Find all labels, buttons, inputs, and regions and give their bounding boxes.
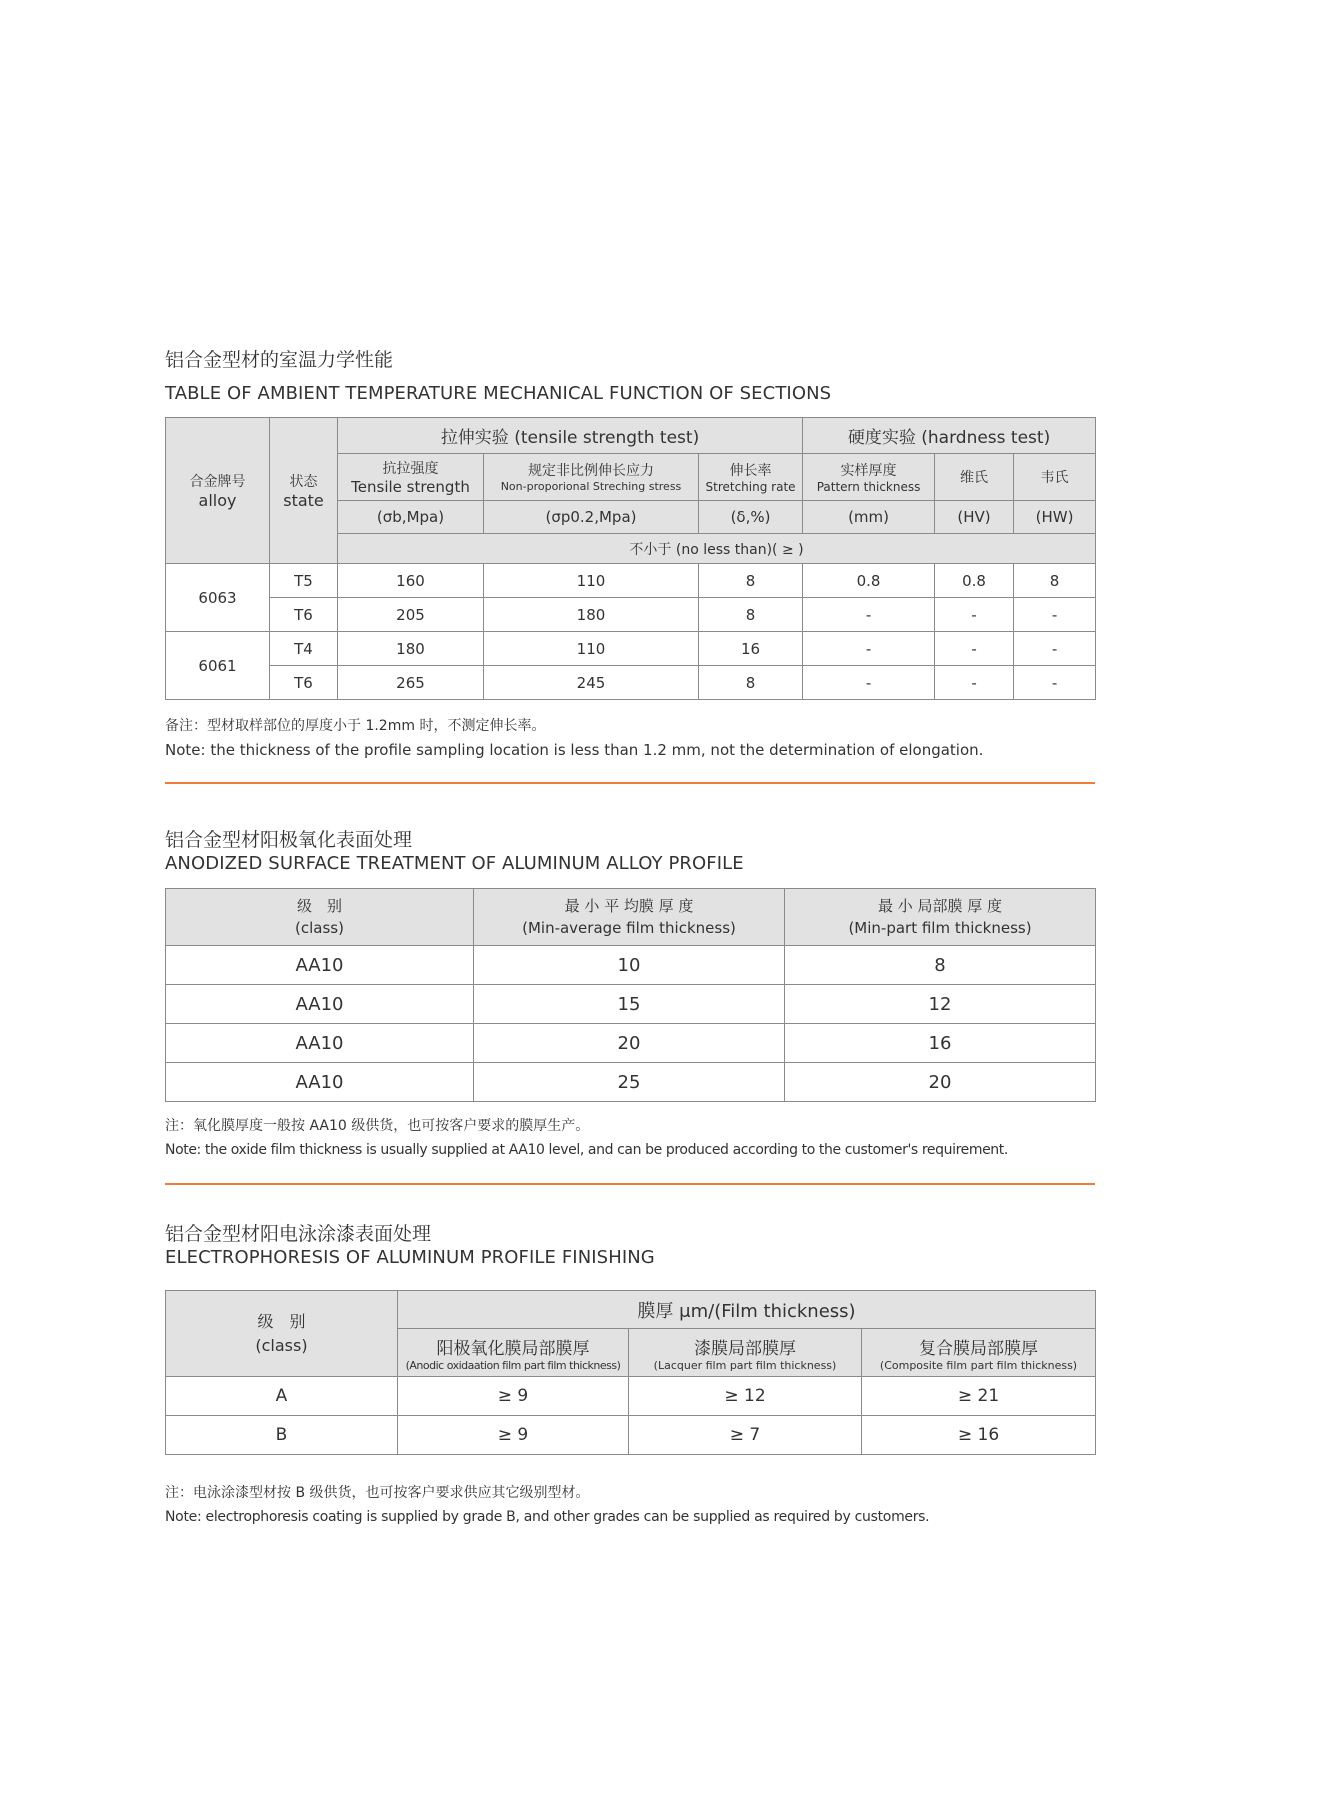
table-row: [166, 1024, 1096, 1063]
mechanical-table: [165, 417, 1096, 700]
table-row: [166, 1377, 1096, 1416]
tensile-strength-header: 抗拉强度 Tensile strength: [338, 454, 484, 501]
value-cell: -: [935, 598, 1014, 632]
table-row: [166, 946, 1096, 985]
note-en: Note: the thickness of the profile sampling location is less than 1.2 mm, not the determination of elongation.: [165, 741, 984, 759]
state-cell: T6: [270, 598, 338, 632]
tensile-group-header: 拉伸实验 (tensile strength test): [338, 418, 803, 454]
table-row: [166, 632, 1096, 666]
section-mechanical: [165, 348, 1095, 762]
anodic-header: 阳极氧化膜局部膜厚 (Anodic oxidaation film part film thickness): [398, 1329, 629, 1377]
value-cell: -: [1014, 666, 1096, 700]
value-cell: 180: [484, 598, 699, 632]
value-cell: 15: [474, 985, 785, 1024]
note-cn: 注：氧化膜厚度一般按 AA10 级供货，也可按客户要求的膜厚生产。: [165, 1118, 590, 1134]
value-cell: -: [803, 598, 935, 632]
class-cell: AA10: [166, 946, 474, 985]
value-cell: 8: [699, 666, 803, 700]
value-cell: ≥ 9: [398, 1416, 629, 1455]
value-cell: -: [1014, 598, 1096, 632]
alloy-header: 合金牌号 alloy: [166, 418, 270, 564]
note-en: Note: electrophoresis coating is supplied by grade B, and other grades can be supplied as required by customers.: [165, 1509, 930, 1525]
table-row: [166, 666, 1096, 700]
value-cell: 205: [338, 598, 484, 632]
state-cell: T4: [270, 632, 338, 666]
value-cell: 0.8: [803, 564, 935, 598]
value-cell: ≥ 12: [629, 1377, 862, 1416]
streching-stress-header: 规定非比例伸长应力 Non-proporional Streching stress: [484, 454, 699, 501]
value-cell: ≥ 7: [629, 1416, 862, 1455]
table-row: [166, 1416, 1096, 1455]
state-cell: T6: [270, 666, 338, 700]
section-title-cn: 铝合金型材阳电泳涂漆表面处理: [165, 1223, 432, 1245]
divider: [165, 1183, 1095, 1185]
composite-header: 复合膜局部膜厚 (Composite film part film thickness): [862, 1329, 1096, 1377]
alloy-cell: 6063: [166, 564, 270, 632]
value-cell: -: [1014, 632, 1096, 666]
class-header: 级 别 (class): [166, 1291, 398, 1377]
table-row: [166, 598, 1096, 632]
value-cell: 25: [474, 1063, 785, 1102]
unit-hw: (HW): [1014, 501, 1096, 534]
state-header: 状态 state: [270, 418, 338, 564]
electrophoresis-table: [165, 1290, 1096, 1455]
value-cell: -: [935, 632, 1014, 666]
unit-stress: (σp0.2,Mpa): [484, 501, 699, 534]
value-cell: 8: [699, 598, 803, 632]
section-title-en: ELECTROPHORESIS OF ALUMINUM PROFILE FINISHING: [165, 1247, 655, 1268]
unit-tensile: (σb,Mpa): [338, 501, 484, 534]
value-cell: 0.8: [935, 564, 1014, 598]
class-cell: A: [166, 1377, 398, 1416]
value-cell: -: [935, 666, 1014, 700]
value-cell: 245: [484, 666, 699, 700]
note-cn: 备注：型材取样部位的厚度小于 1.2mm 时，不测定伸长率。: [165, 718, 546, 734]
table-row: [166, 985, 1096, 1024]
min-part-header: 最 小 局部膜 厚 度 (Min-part film thickness): [785, 889, 1096, 946]
divider: [165, 782, 1095, 784]
value-cell: -: [803, 666, 935, 700]
value-cell: 8: [699, 564, 803, 598]
value-cell: 110: [484, 564, 699, 598]
value-cell: 10: [474, 946, 785, 985]
alloy-cell: 6061: [166, 632, 270, 700]
min-value-row: 不小于 (no less than)( ≥ ): [338, 534, 1096, 564]
hardness-group-header: 硬度实验 (hardness test): [803, 418, 1096, 454]
value-cell: 160: [338, 564, 484, 598]
stretching-rate-header: 伸长率 Stretching rate: [699, 454, 803, 501]
lacquer-header: 漆膜局部膜厚 (Lacquer film part film thickness): [629, 1329, 862, 1377]
value-cell: -: [803, 632, 935, 666]
vickers-header: 维氏: [935, 454, 1014, 501]
class-cell: B: [166, 1416, 398, 1455]
value-cell: 20: [785, 1063, 1096, 1102]
value-cell: 265: [338, 666, 484, 700]
class-cell: AA10: [166, 1024, 474, 1063]
section-title-en: TABLE OF AMBIENT TEMPERATURE MECHANICAL FUNCTION OF SECTIONS: [165, 383, 832, 404]
section-title-cn: 铝合金型材阳极氧化表面处理: [165, 829, 413, 851]
min-average-header: 最 小 平 均膜 厚 度 (Min-average film thickness): [474, 889, 785, 946]
unit-rate: (δ,%): [699, 501, 803, 534]
value-cell: 12: [785, 985, 1096, 1024]
section-electrophoresis: [165, 1222, 1095, 1529]
value-cell: 16: [699, 632, 803, 666]
unit-hv: (HV): [935, 501, 1014, 534]
section-anodized: [165, 828, 1095, 1162]
value-cell: 20: [474, 1024, 785, 1063]
pattern-thickness-header: 实样厚度 Pattern thickness: [803, 454, 935, 501]
note-cn: 注：电泳涂漆型材按 B 级供货，也可按客户要求供应其它级别型材。: [165, 1485, 590, 1501]
value-cell: ≥ 21: [862, 1377, 1096, 1416]
note-en: Note: the oxide film thickness is usually supplied at AA10 level, and can be produced according to the customer's requirement.: [165, 1142, 1008, 1158]
section-title-en: ANODIZED SURFACE TREATMENT OF ALUMINUM ALLOY PROFILE: [165, 853, 744, 874]
value-cell: 8: [785, 946, 1096, 985]
section-title-cn: 铝合金型材的室温力学性能: [165, 349, 394, 371]
value-cell: 180: [338, 632, 484, 666]
class-header: 级 别 (class): [166, 889, 474, 946]
webster-header: 韦氏: [1014, 454, 1096, 501]
class-cell: AA10: [166, 1063, 474, 1102]
state-cell: T5: [270, 564, 338, 598]
table-row: [166, 1063, 1096, 1102]
value-cell: ≥ 16: [862, 1416, 1096, 1455]
class-cell: AA10: [166, 985, 474, 1024]
value-cell: 8: [1014, 564, 1096, 598]
film-thickness-header: 膜厚 μm/(Film thickness): [398, 1291, 1096, 1329]
table-row: [166, 564, 1096, 598]
unit-thickness: (mm): [803, 501, 935, 534]
value-cell: 110: [484, 632, 699, 666]
anodized-table: [165, 888, 1096, 1102]
value-cell: ≥ 9: [398, 1377, 629, 1416]
value-cell: 16: [785, 1024, 1096, 1063]
